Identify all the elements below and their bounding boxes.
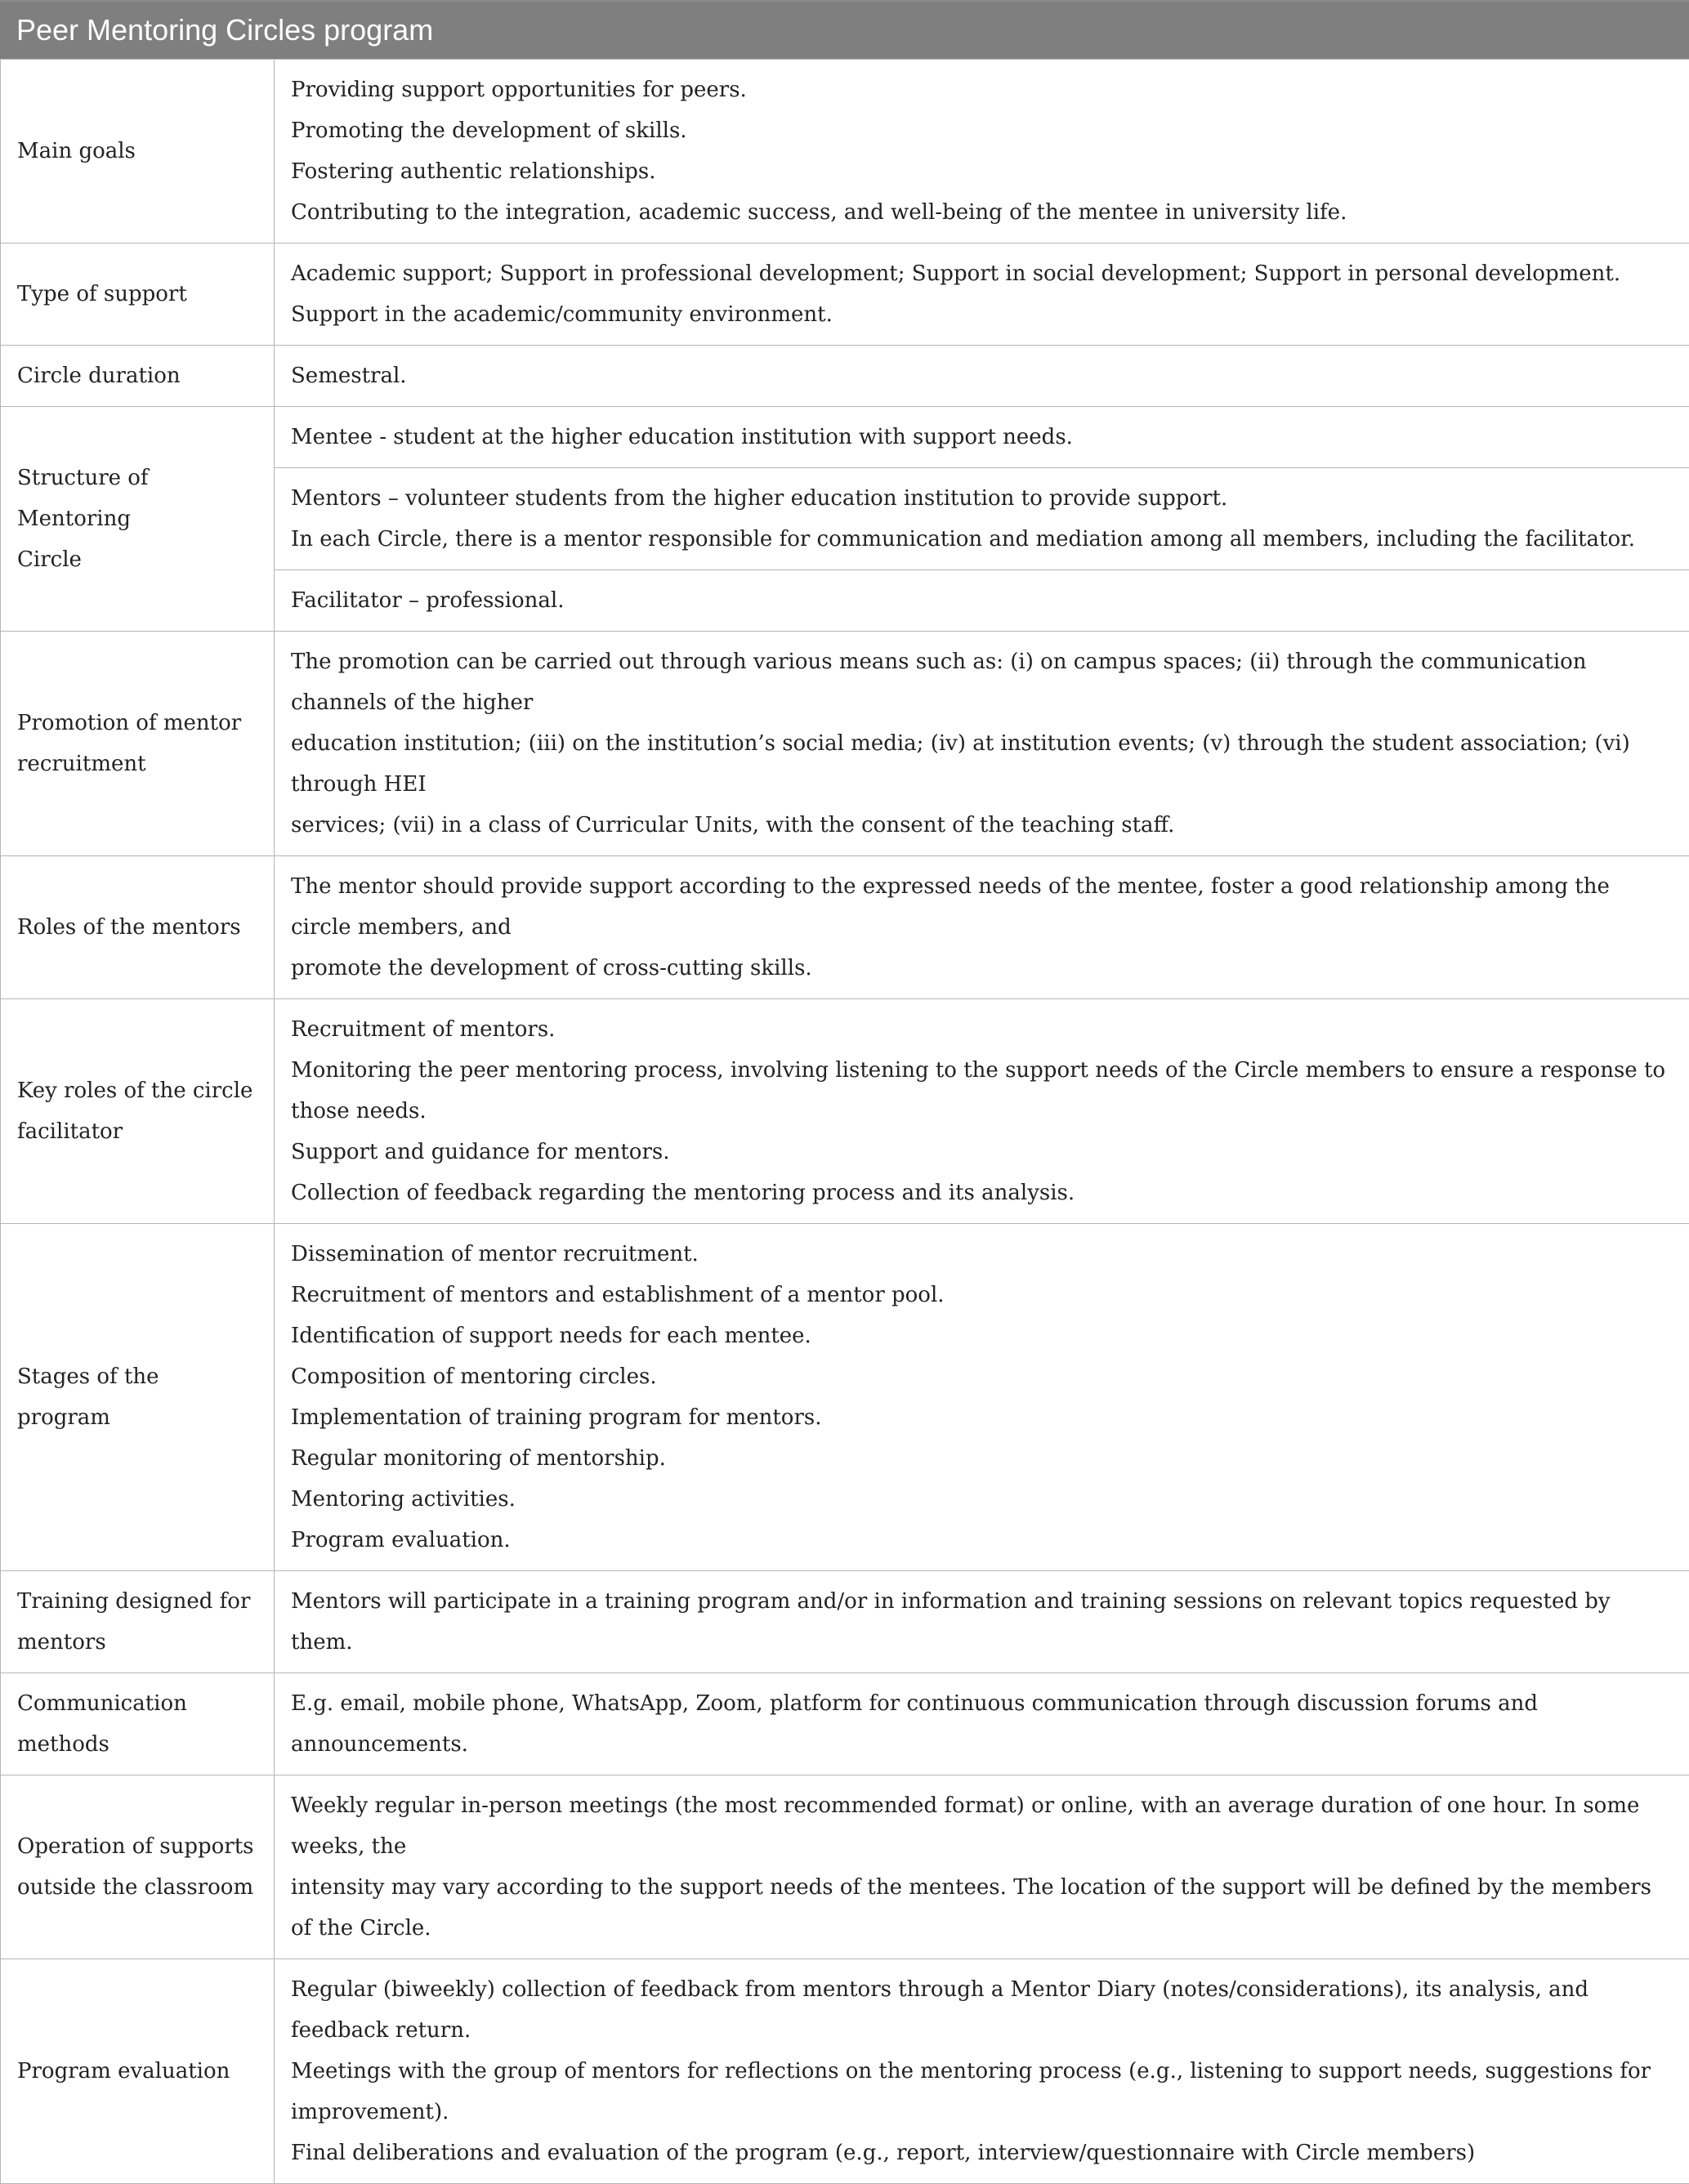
value-line: Academic support; Support in professional development; Support in social development; Support in personal development. <box>291 253 1673 294</box>
value-line: Recruitment of mentors. <box>291 1009 1673 1050</box>
value-line: Regular (biweekly) collection of feedback from mentors through a Mentor Diary (notes/considerations), its analysis, and feedback return. <box>291 1969 1673 2051</box>
value-line: Dissemination of mentor recruitment. <box>291 1234 1673 1275</box>
label-line: facilitator <box>17 1111 257 1152</box>
value-line: Implementation of training program for mentors. <box>291 1397 1673 1438</box>
value-line: In each Circle, there is a mentor responsible for communication and mediation among all members, including the facilitator. <box>291 519 1673 560</box>
row-value <box>275 999 1689 1224</box>
value-line: Mentors – volunteer students from the higher education institution to provide support. <box>291 478 1673 519</box>
row-label: Program evaluation <box>1 1959 275 2184</box>
row-value <box>275 1224 1689 1571</box>
value-line: E.g. email, mobile phone, WhatsApp, Zoom, platform for continuous communication through discussion forums and announcements. <box>291 1683 1673 1765</box>
row-value <box>275 346 1689 407</box>
table-row <box>1 1959 1689 2184</box>
value-line: Monitoring the peer mentoring process, involving listening to the support needs of the Circle members to ensure a response to those needs. <box>291 1050 1673 1132</box>
value-line: Weekly regular in-person meetings (the most recommended format) or online, with an average duration of one hour. In some weeks, the <box>291 1785 1673 1867</box>
row-label: Stages of the program <box>1 1224 275 1571</box>
value-line: Program evaluation. <box>291 1520 1673 1561</box>
row-label: Roles of the mentors <box>1 856 275 999</box>
value-line: promote the development of cross-cutting skills. <box>291 948 1673 989</box>
value-line: Collection of feedback regarding the mentoring process and its analysis. <box>291 1172 1673 1213</box>
row-value <box>275 1673 1689 1775</box>
value-line: Providing support opportunities for peers. <box>291 69 1673 110</box>
row-label <box>1 1775 275 1959</box>
row-label: Type of support <box>1 243 275 346</box>
label-line: outside the classroom <box>17 1867 257 1908</box>
row-value <box>275 243 1689 346</box>
value-line: Identification of support needs for each mentee. <box>291 1315 1673 1356</box>
value-line: Support in the academic/community environment. <box>291 294 1673 335</box>
value-line: services; (vii) in a class of Curricular Units, with the consent of the teaching staff. <box>291 805 1673 846</box>
row-value <box>275 632 1689 856</box>
table-row <box>1 243 1689 346</box>
value-line: Meetings with the group of mentors for reflections on the mentoring process (e.g., listening to support needs, suggestions for improvement). <box>291 2051 1673 2133</box>
value-line: Mentoring activities. <box>291 1479 1673 1520</box>
table-row <box>1 346 1689 407</box>
table-row <box>1 632 1689 856</box>
row-label: Main goals <box>1 60 275 243</box>
value-line: intensity may vary according to the support needs of the mentees. The location of the support will be defined by the members of the Circle. <box>291 1867 1673 1949</box>
row-value <box>275 856 1689 999</box>
row-label <box>1 1673 275 1775</box>
row-value <box>275 60 1689 243</box>
label-line: recruitment <box>17 744 257 784</box>
table-row <box>1 999 1689 1224</box>
value-line: Mentee - student at the higher education institution with support needs. <box>291 417 1673 458</box>
table-row <box>1 60 1689 243</box>
value-line: Facilitator – professional. <box>291 580 1673 621</box>
value-line: Support and guidance for mentors. <box>291 1132 1673 1172</box>
row-value <box>275 1571 1689 1673</box>
value-line: Regular monitoring of mentorship. <box>291 1438 1673 1479</box>
table-title: Peer Mentoring Circles program <box>0 0 1689 59</box>
table-row <box>1 1673 1689 1775</box>
value-line: Recruitment of mentors and establishment of a mentor pool. <box>291 1275 1673 1315</box>
row-label <box>1 407 275 632</box>
value-line: Composition of mentoring circles. <box>291 1356 1673 1397</box>
row-value <box>275 407 1689 468</box>
value-line: Contributing to the integration, academic success, and well-being of the mentee in university life. <box>291 192 1673 233</box>
program-table <box>0 59 1689 2184</box>
row-label <box>1 632 275 856</box>
label-line: Circle <box>17 539 257 580</box>
value-line: Semestral. <box>291 355 1673 396</box>
row-value <box>275 1775 1689 1959</box>
label-line: Structure of Mentoring <box>17 458 257 539</box>
table-row <box>1 1224 1689 1571</box>
table-row <box>1 407 1689 468</box>
value-line: The mentor should provide support according to the expressed needs of the mentee, foster a good relationship among the circle members, and <box>291 866 1673 948</box>
label-line: mentors <box>17 1622 257 1663</box>
label-line: Key roles of the circle <box>17 1070 257 1111</box>
value-line: education institution; (iii) on the institution’s social media; (iv) at institution events; (v) through the student association; (vi) through HEI <box>291 723 1673 805</box>
label-line: Promotion of mentor <box>17 703 257 744</box>
value-line: Fostering authentic relationships. <box>291 151 1673 192</box>
table-row <box>1 856 1689 999</box>
row-label <box>1 1571 275 1673</box>
value-line: Mentors will participate in a training program and/or in information and training sessions on relevant topics requested by them. <box>291 1581 1673 1663</box>
row-value <box>275 468 1689 570</box>
label-line: Training designed for <box>17 1581 257 1622</box>
table-row <box>1 1775 1689 1959</box>
label-line: Communication <box>17 1683 257 1724</box>
label-line: methods <box>17 1724 257 1765</box>
label-line: Operation of supports <box>17 1826 257 1867</box>
row-label: Circle duration <box>1 346 275 407</box>
value-line: The promotion can be carried out through various means such as: (i) on campus spaces; (ii) through the communication channels of the higher <box>291 641 1673 723</box>
value-line: Promoting the development of skills. <box>291 110 1673 151</box>
row-value <box>275 1959 1689 2184</box>
row-value <box>275 570 1689 632</box>
value-line: Final deliberations and evaluation of the program (e.g., report, interview/questionnaire with Circle members) <box>291 2133 1673 2173</box>
table-row <box>1 1571 1689 1673</box>
row-label <box>1 999 275 1224</box>
